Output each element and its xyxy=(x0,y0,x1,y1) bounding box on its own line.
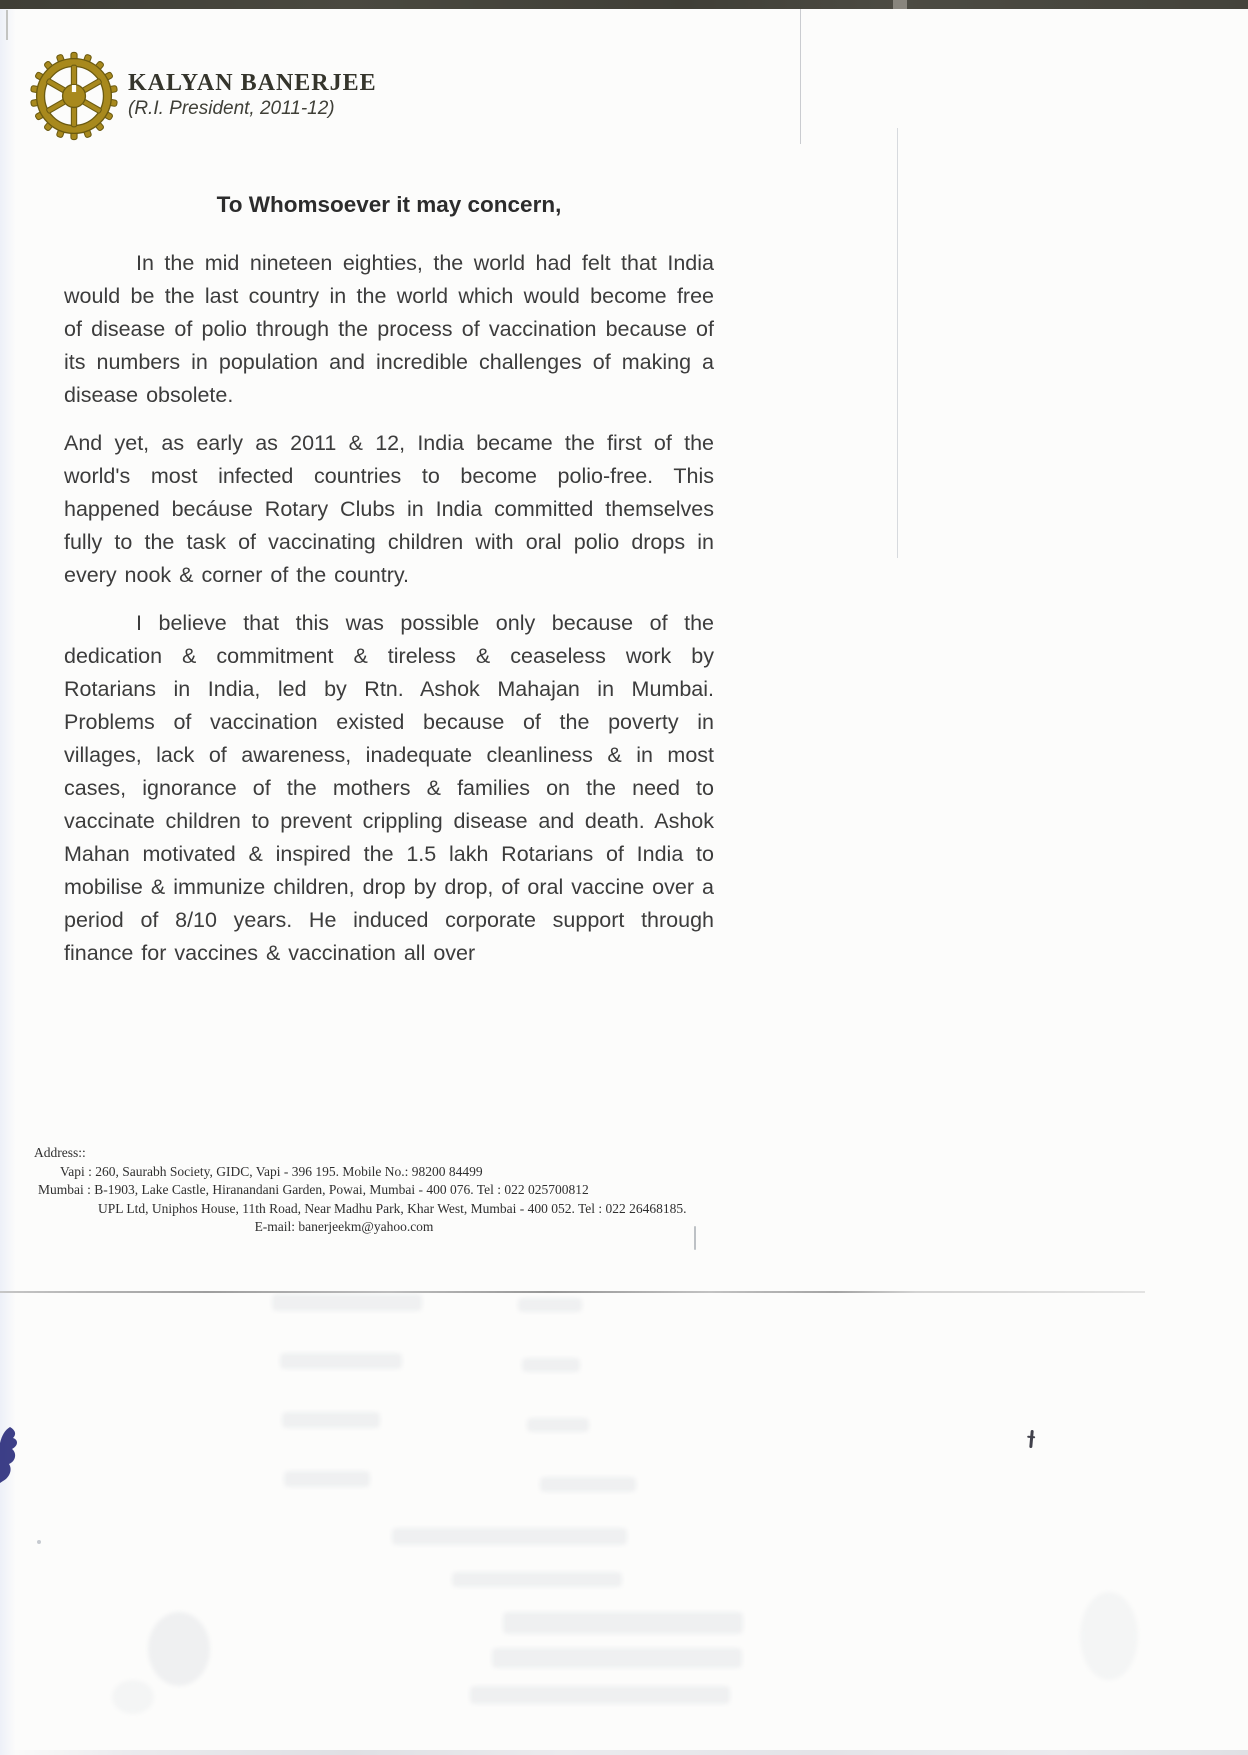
ghost-block xyxy=(503,1612,743,1634)
page-left-edge-shadow xyxy=(0,9,16,1755)
letter-body xyxy=(64,247,714,985)
gray-tick-mark xyxy=(694,1226,696,1250)
address-line-upl: UPL Ltd, Uniphos House, 11th Road, Near Madhu Park, Khar West, Mumbai - 400 052. Tel : 022 26468185. xyxy=(98,1200,687,1216)
address-block xyxy=(34,1144,854,1237)
ghost-block xyxy=(282,1412,380,1428)
letterhead-text xyxy=(128,50,377,121)
address-line-mumbai: Mumbai : B-1903, Lake Castle, Hiranandani Garden, Powai, Mumbai - 400 076. Tel : 022 025700812 xyxy=(38,1182,589,1197)
page-seam-line xyxy=(800,9,801,144)
letter-salutation: To Whomsoever it may concern, xyxy=(216,192,562,217)
ghost-block xyxy=(392,1528,627,1545)
paragraph-1: In the mid nineteen eighties, the world had felt that India would be the last country in the world which would become free of disease of polio through the process of vaccination because of its numbers in population and incredible challenges of making a disease obsolete. xyxy=(64,251,714,407)
ghost-block xyxy=(540,1477,636,1492)
ghost-block xyxy=(522,1358,580,1372)
scanner-bottom-band xyxy=(0,1750,1248,1755)
ghost-block xyxy=(518,1298,582,1312)
ghost-block xyxy=(492,1648,742,1668)
scanner-top-bar xyxy=(0,0,1248,9)
ghost-blob xyxy=(1080,1592,1138,1680)
ghost-block xyxy=(452,1572,622,1587)
ghost-blob xyxy=(112,1680,154,1714)
paragraph-2: And yet, as early as 2011 & 12, India became the first of the world's most infected countries to become polio-free. This happened becáuse Rotary Clubs in India committed themselves fully to the task of vaccinating children with oral polio drops in every nook & corner of the country. xyxy=(64,431,714,587)
letterhead-name: KALYAN BANERJEE xyxy=(128,70,377,96)
ghost-block xyxy=(470,1686,730,1704)
ghost-blob xyxy=(148,1612,210,1686)
speck xyxy=(37,1540,41,1544)
blue-ink-blot xyxy=(0,1425,26,1485)
paragraph-3: I believe that this was possible only because of the dedication & commitment & tireless & ceaseless work by Rotarians in India, led by Rtn. Ashok Mahajan in Mumbai. Problems of vaccination existed because of the poverty in villages, lack of awareness, inadequate cleanliness & in most cases, ignorance of the mothers & families on the need to vaccinate children to prevent crippling disease and death. Ashok Mahan motivated & inspired the 1.5 lakh Rotarians of India to mobilise & immunize children, drop by drop, of oral vaccine over a period of 8/10 years. He induced corporate support through finance for vaccines & vaccination all over xyxy=(64,611,714,965)
rotary-wheel-icon xyxy=(30,50,118,142)
ghost-block xyxy=(272,1294,422,1311)
letterhead-role: (R.I. President, 2011-12) xyxy=(128,98,335,120)
address-line-vapi: Vapi : 260, Saurabh Society, GIDC, Vapi - 396 195. Mobile No.: 98200 84499 xyxy=(60,1163,483,1179)
scanner-top-bar-notch xyxy=(893,0,907,9)
page-divider-line xyxy=(0,1291,1145,1293)
ghost-block xyxy=(527,1418,589,1432)
page-seam-line-lower xyxy=(897,128,898,558)
ghost-block xyxy=(284,1471,370,1487)
small-ink-mark xyxy=(1029,1430,1034,1448)
ghost-block xyxy=(280,1353,402,1369)
address-label: Address:: xyxy=(34,1145,86,1160)
address-line-email: E-mail: banerjeekm@yahoo.com xyxy=(254,1219,434,1234)
letterhead xyxy=(30,50,377,142)
page-corner-line xyxy=(6,10,8,40)
